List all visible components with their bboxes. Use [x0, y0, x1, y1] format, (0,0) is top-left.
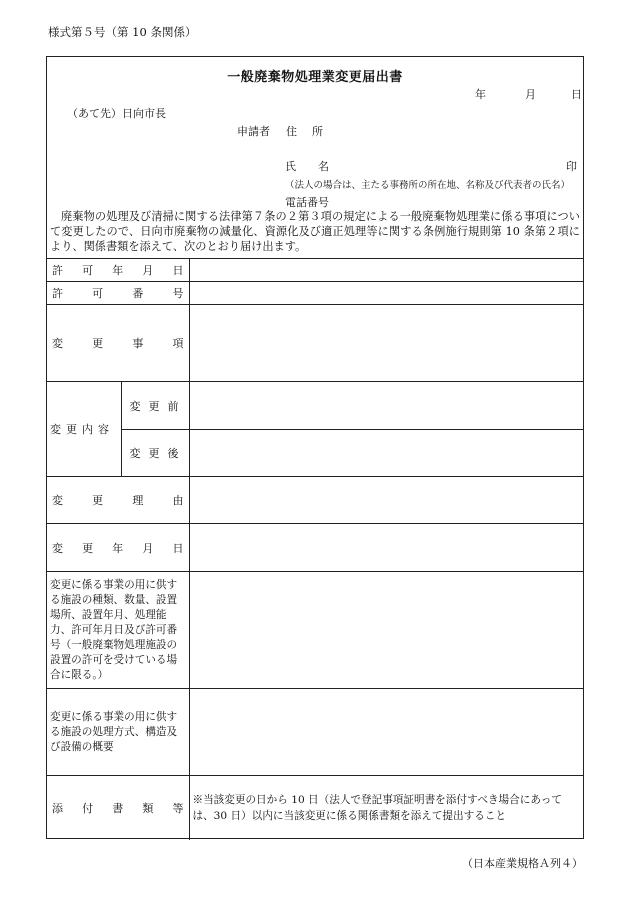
label-char: 月	[142, 264, 154, 277]
label-char: 更	[92, 494, 104, 507]
label-char: 可	[82, 264, 94, 277]
table-row	[47, 689, 583, 776]
phone-label: 電話番号	[285, 196, 329, 209]
label-char: 更	[82, 541, 94, 555]
label-char: 号	[172, 287, 184, 300]
change-item-value[interactable]	[189, 305, 583, 382]
table-row	[47, 382, 583, 430]
table-row	[47, 477, 583, 524]
table-row	[47, 430, 583, 477]
label-char: 付	[82, 801, 94, 815]
attachments-label	[47, 776, 189, 840]
facility-method-value[interactable]	[189, 689, 583, 776]
label-char: 変	[52, 494, 63, 507]
form-frame	[46, 56, 584, 839]
change-table	[47, 258, 583, 840]
label-char: 年	[112, 541, 124, 555]
after-label: 変更後	[121, 430, 189, 477]
label-char: 事	[132, 337, 144, 350]
label-char: 類	[142, 801, 154, 815]
after-value[interactable]	[189, 430, 583, 477]
declaration-text: 廃棄物の処理及び清掃に関する法律第７条の２第３項の規定による一般廃棄物処理業に係る事項について変更したので、日向市廃棄物の減量化、資源化及び適正処理等に関する条例施行規則第 10 条第２項により、関係書類を添えて、次のとおり届け出ます。	[50, 210, 580, 253]
label-char: 変	[52, 337, 63, 350]
label-char: 日	[172, 541, 184, 555]
year-label: 年	[475, 88, 486, 101]
label-char: 番	[132, 287, 144, 300]
date-line	[47, 86, 583, 100]
label-char: 項	[172, 337, 184, 350]
day-label: 日	[571, 88, 582, 101]
address-label: 住所	[286, 125, 338, 138]
change-reason-label	[47, 477, 189, 524]
label-char: 添	[52, 801, 63, 815]
form-header	[47, 57, 583, 258]
label-char: 由	[172, 494, 184, 507]
applicant-label: 申請者	[237, 125, 270, 138]
before-value[interactable]	[189, 382, 583, 430]
paper-size-note: （日本産業規格Ａ列４）	[462, 857, 583, 870]
label-char: 理	[132, 494, 144, 507]
label-char: 月	[142, 541, 154, 555]
label-char: 許	[52, 264, 63, 277]
permit-date-value[interactable]	[189, 259, 583, 282]
label-char: 年	[112, 264, 124, 277]
addressee: （あて先）日向市長	[67, 107, 166, 120]
permit-number-value[interactable]	[189, 282, 583, 305]
label-char: 日	[172, 264, 184, 277]
table-row	[47, 572, 583, 689]
label-char: 可	[92, 287, 104, 300]
permit-date-label	[47, 259, 189, 282]
facility-info-label: 変更に係る事業の用に供する施設の種類、数量、設置場所、設置年月、処理能力、許可年月日及び許可番号（一般廃棄物処理施設の設置の許可を受けている場合に限る。）	[47, 572, 189, 689]
change-item-label	[47, 305, 189, 382]
name-label: 氏名	[285, 160, 351, 173]
table-row	[47, 305, 583, 382]
before-label: 変更前	[121, 382, 189, 430]
label-char: 更	[92, 337, 104, 350]
form-title: 一般廃棄物処理業変更届出書	[227, 70, 403, 85]
seal-mark: 印	[566, 160, 577, 173]
attachments-note: ※当該変更の日から 10 日（法人で登記事項証明書を添付すべき場合にあっては、30 日）以内に当該変更に係る関係書類を添えて提出すること	[189, 776, 583, 840]
facility-info-value[interactable]	[189, 572, 583, 689]
change-date-label	[47, 524, 189, 572]
label-char: 書	[112, 801, 124, 815]
table-row	[47, 282, 583, 305]
change-date-value[interactable]	[189, 524, 583, 572]
table-row	[47, 259, 583, 282]
label-char: 等	[172, 801, 184, 815]
table-row	[47, 776, 583, 840]
label-char: 許	[52, 287, 63, 300]
change-content-label: 変更内容	[47, 382, 121, 477]
permit-number-label	[47, 282, 189, 305]
form-number-label: 様式第５号（第 10 条関係）	[48, 25, 197, 39]
table-row	[47, 524, 583, 572]
corporate-note: （法人の場合は、主たる事務所の所在地、名称及び代表者の氏名）	[285, 180, 571, 191]
month-label: 月	[525, 88, 536, 101]
label-char: 変	[52, 541, 63, 555]
facility-method-label: 変更に係る事業の用に供する施設の処理方式、構造及び設備の概要	[47, 689, 189, 776]
change-reason-value[interactable]	[189, 477, 583, 524]
